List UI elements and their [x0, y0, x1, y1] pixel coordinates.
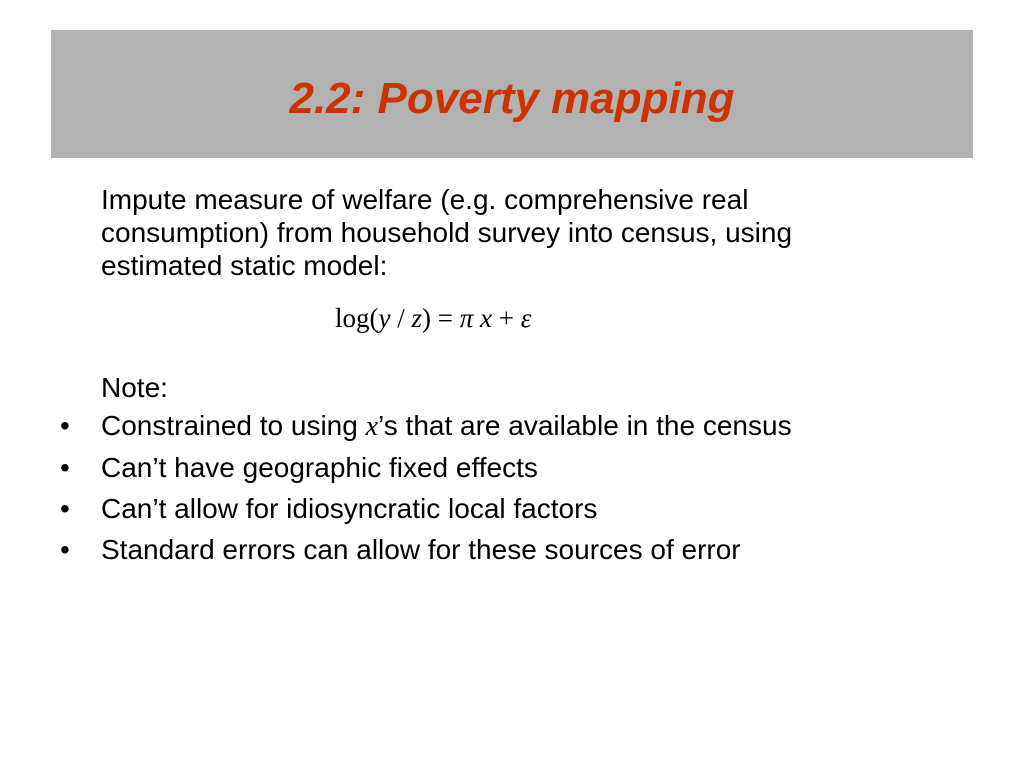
formula-y: y	[378, 303, 391, 333]
bullet-icon: •	[60, 493, 70, 524]
formula-x: x	[480, 303, 492, 333]
bullet-text: Can’t have geographic fixed effects	[101, 452, 538, 483]
formula-epsilon: ε	[520, 303, 532, 333]
bullet-text-pre: Constrained to using	[101, 410, 366, 441]
bullet-icon: •	[60, 534, 70, 565]
list-item	[60, 451, 920, 484]
model-formula	[335, 303, 531, 334]
formula-plus: +	[492, 303, 521, 333]
bullet-text-var: x	[365, 411, 379, 442]
slide-title: 2.2: Poverty mapping	[289, 74, 735, 123]
list-item	[60, 492, 920, 525]
bullet-list	[60, 409, 920, 574]
bullet-text: Standard errors can allow for these sources of error	[101, 534, 741, 565]
formula-z: z	[411, 303, 423, 333]
bullet-text-post: ’s that are available in the census	[378, 410, 792, 441]
bullet-icon: •	[60, 410, 70, 441]
intro-paragraph: Impute measure of welfare (e.g. comprehensive real consumption) from household survey into census, using estimated static model:	[101, 184, 793, 281]
formula-close-eq: ) =	[422, 303, 460, 333]
formula-slash: /	[390, 303, 412, 333]
bullet-text: Can’t allow for idiosyncratic local factors	[101, 493, 598, 524]
note-label: Note:	[101, 372, 168, 403]
formula-log: log(	[335, 303, 379, 333]
list-item	[60, 409, 920, 443]
bullet-icon: •	[60, 452, 70, 483]
list-item	[60, 533, 920, 566]
formula-pi: π	[459, 303, 474, 333]
title-band	[51, 30, 973, 158]
